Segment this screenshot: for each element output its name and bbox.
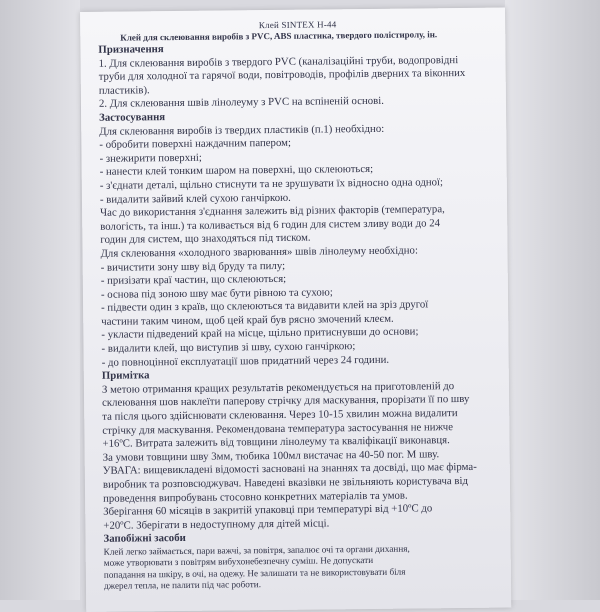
section-heading: Примітка [101, 369, 150, 383]
text-line: - підвести один з країв, що склеюються та видавити клей на зріз другої [101, 298, 429, 315]
text-line: джерел тепла, не палити під час роботи. [103, 579, 262, 591]
text-line: проведення випробувань стосовно конкретних матеріалів та умов. [103, 489, 408, 505]
text-line: може утворювати з повітрям вибухонебезпечну суміш. Не допускати [103, 555, 374, 569]
text-line: попадання на шкіру, в очі, на одежу. Не залишати та не використовувати біля [103, 566, 406, 580]
text-line: 2. Для склеювання швів лінолеуму з PVC на вспіненій основі. [98, 95, 385, 111]
text-line: З метою отримання кращих результатів рекомендується на приготовленій до [101, 379, 455, 396]
text-line: виробник та розповсюджувач. Наведені вказівки не звільняють користувача від [102, 474, 469, 491]
text-line: Зберігання 60 місяців в закритій упаковці при температурі від +10ºС до [103, 502, 433, 518]
text-line: Для склеювання виробів із твердих пластиків (п.1) необхідно: [99, 122, 385, 138]
text-line: вологість, та інш.) та коливається від 6 годин для систем зливу води до 24 [100, 216, 441, 233]
text-line: +16ºС. Витрата залежить від товщини лінолеуму та кваліфікації виконавця. [102, 434, 450, 451]
text-line: За умови товщини шву 3мм, тюбика 100мл вистачає на 40-50 пог. М шву. [102, 448, 440, 464]
text-line: - знежирити поверхні; [99, 151, 202, 165]
text-line: - до повноцінної експлуатації шов придатний через 24 години. [101, 353, 390, 369]
text-line: - з'єднати деталі, щільно стиснути та не зрушувати їх відносно одна одної; [99, 176, 444, 192]
text-line: - вичистити зону шву від бруду та пилу; [100, 259, 286, 274]
document-body [98, 40, 503, 593]
text-line: УВАГА: вищевикладені відомості засновані на знаннях та досвіді, що має фірма- [102, 461, 477, 478]
document-subheader: Клей для склеювання виробів з PVC, ABS пластика, твердого полістиролу, ін. [120, 29, 438, 43]
text-line: - обробити поверхні наждачним папером; [99, 136, 292, 151]
text-line: - видалити зайвий клей сухою ганчіркою. [99, 191, 291, 206]
instruction-sheet [80, 8, 511, 612]
text-line: - укласти підведений край на місце, щільно притиснувши до основи; [101, 325, 419, 342]
background-right [505, 0, 600, 600]
text-line: - основа під зоною шву має бути рівною та сухою; [100, 286, 333, 301]
text-line: та після цього здійснювати склеювання. Через 10-15 хвилин можна видалити [102, 407, 458, 423]
text-line: стрічку для маскування. Рекомендована температура застосування не нижче [102, 420, 454, 437]
text-line: пластиків). [98, 84, 150, 97]
text-line: - видалити клей, що виступив зі шву, сухою ганчіркою; [101, 340, 356, 355]
text-line: Час до використання з'єднання залежить від різних факторів (температура, [100, 203, 445, 219]
text-line: 1. Для склеювання виробів з твердого PVC (каналізаційні труби, водопровідні [98, 53, 459, 70]
text-line: Клей легко займається, пари важчі, за повітря, запалює очі та органи дихання, [103, 543, 410, 557]
background-left [0, 0, 80, 600]
text-line: склеювання шов наклеїти паперову стрічку для маскування, прорізати її по шву [102, 393, 470, 410]
document-header: Клей SINTEX H-44 [258, 19, 337, 31]
text-line: годин для систем, що знаходяться під тиском. [100, 231, 311, 247]
section-heading: Призначення [98, 43, 164, 56]
text-line: Для склеювання «холодного зварювання» швів лінолеуму необхідно: [100, 244, 418, 260]
text-line: - призізати краї частин, що склеюються; [100, 272, 287, 287]
section-heading: Запобіжні засоби [103, 532, 186, 546]
text-line: труби для холодної та гарячої води, повітроводів, профілів дверних та віконних [98, 67, 466, 83]
section-heading: Застосування [99, 111, 166, 124]
text-line: частини таким чином, щоб цей край був рясно змочений клеєм. [101, 312, 394, 328]
text-line: - нанести клей тонким шаром на поверхні, що склеюються; [99, 163, 374, 179]
text-line: +20ºС. Зберігати в недоступному для дітей місці. [103, 517, 330, 532]
